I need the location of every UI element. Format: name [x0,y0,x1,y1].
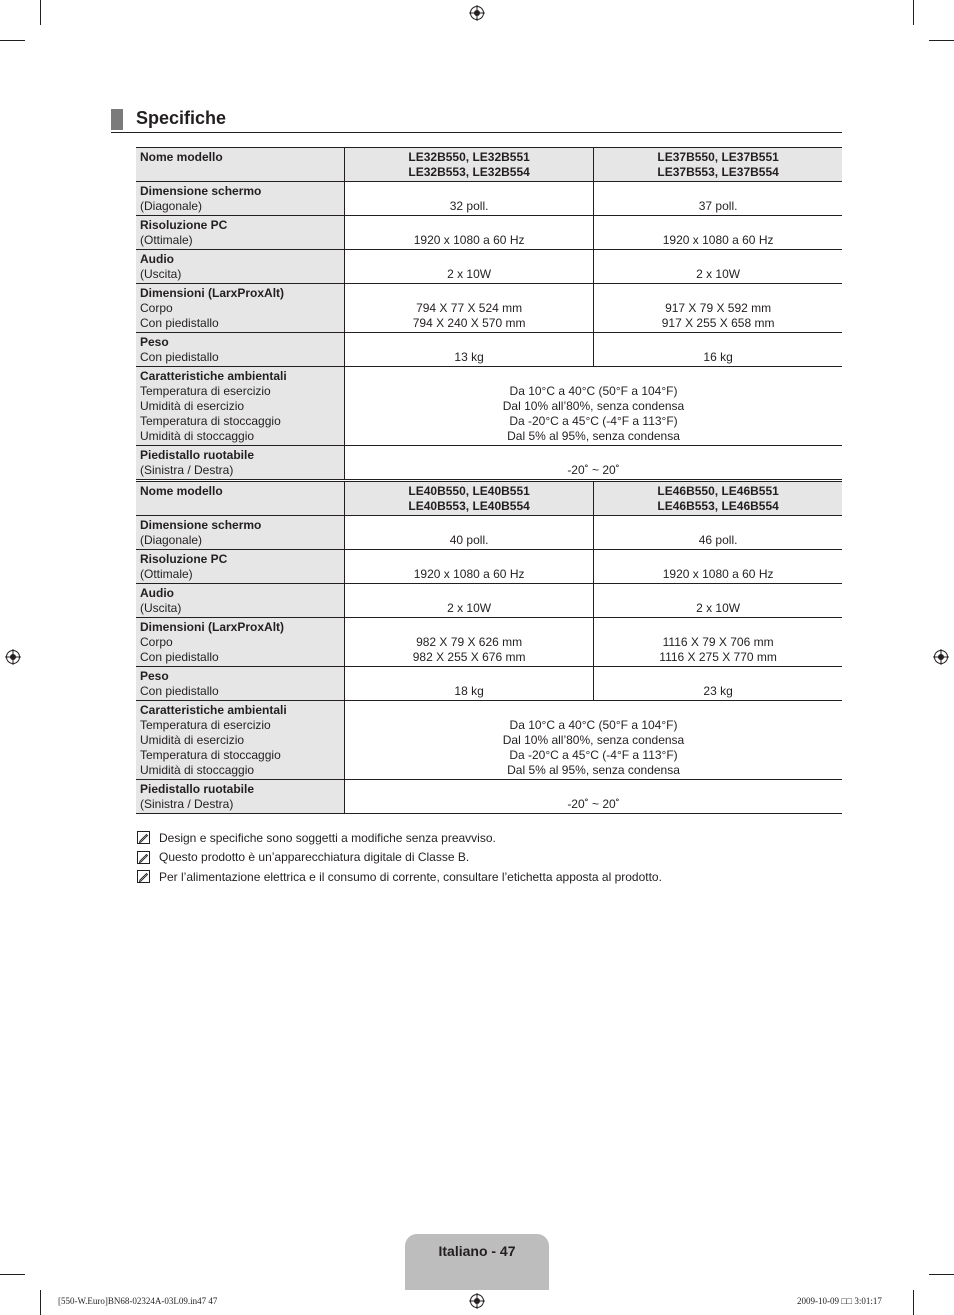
page-number: Italiano - 47 [438,1243,516,1259]
spec-value-line: 1920 x 1080 a 60 Hz [413,567,525,581]
registration-mark-icon [469,1293,485,1309]
spec-value-cell [345,250,594,284]
table-row [136,780,842,814]
model-name-cell [594,148,842,182]
spec-value-line: 1116 X 79 X 706 mm [662,635,774,649]
spec-label-heading: Piedistallo ruotabile [140,448,255,462]
model-name-cell [345,148,594,182]
spec-table-2 [136,481,842,814]
spec-label-heading: Caratteristiche ambientali [140,369,287,383]
table-row [136,182,842,216]
note-text: Design e specifiche sono soggetti a modifiche senza preavviso. [159,830,496,845]
spec-label-heading: Audio [140,586,174,600]
crop-mark-bottom-right-vertical [913,1290,914,1315]
table-row [136,333,842,367]
spec-table-1 [136,147,842,480]
spec-value-cell [345,446,843,480]
model-name-line: LE40B550, LE40B551 [408,484,530,498]
print-slug-left: [550-W.Euro]BN68-02324A-03L09.in47 47 [58,1296,218,1306]
spec-label-line: (Diagonale) [140,533,203,547]
spec-label-cell [136,250,345,284]
spec-value-cell [345,667,594,701]
spec-value-line: Da 10°C a 40°C (50°F a 104°F) [509,384,678,398]
spec-value-line: 917 X 255 X 658 mm [661,316,775,330]
spec-label-cell [136,584,345,618]
model-name-cell [594,482,842,516]
spec-label-line: Umidità di esercizio [140,733,245,747]
model-name-label: Nome modello [136,482,345,516]
spec-value-line: 794 X 77 X 524 mm [416,301,523,315]
title-bar-marker [111,109,123,130]
spec-value-line: 1920 x 1080 a 60 Hz [662,567,774,581]
spec-value-cell [345,550,594,584]
spec-value-line: 18 kg [454,684,484,698]
spec-value-line: 46 poll. [698,533,738,547]
spec-label-line: Corpo [140,635,173,649]
spec-value-line: 794 X 240 X 570 mm [412,316,526,330]
spec-value-cell [345,182,594,216]
crop-mark-bottom-left-vertical [40,1290,41,1315]
table-row [136,550,842,584]
spec-value-line: 1920 x 1080 a 60 Hz [413,233,525,247]
spec-label-cell [136,333,345,367]
spec-value-cell [594,333,842,367]
table-row [136,584,842,618]
spec-value-line: 2 x 10W [696,267,741,281]
crop-mark-top-right-horizontal [929,40,954,41]
spec-label-line: Temperatura di stoccaggio [140,414,281,428]
spec-value-line: 982 X 255 X 676 mm [412,650,526,664]
registration-mark-icon [5,649,21,665]
crop-mark-top-left-vertical [40,0,41,25]
spec-value-line: 2 x 10W [447,267,492,281]
model-name-cell [345,482,594,516]
spec-label-cell [136,216,345,250]
spec-label-heading: Audio [140,252,174,266]
model-name-label: Nome modello [136,148,345,182]
note-item [137,828,662,848]
page-number-tab [405,1234,549,1290]
table-header-row [136,482,842,516]
spec-label-line: (Ottimale) [140,567,193,581]
spec-label-line: (Ottimale) [140,233,193,247]
spec-label-line: Temperatura di esercizio [140,384,271,398]
spec-label-heading: Dimensione schermo [140,184,262,198]
spec-value-line: 1920 x 1080 a 60 Hz [662,233,774,247]
spec-value-line: 23 kg [703,684,733,698]
spec-label-line: Con piedistallo [140,650,219,664]
spec-value-line: 16 kg [703,350,733,364]
note-icon [137,851,150,864]
spec-label-heading: Caratteristiche ambientali [140,703,287,717]
table-row [136,701,842,780]
table-row [136,446,842,480]
spec-value-line: -20˚ ~ 20˚ [567,797,620,811]
table-row [136,516,842,550]
spec-value-line: 32 poll. [449,199,489,213]
note-item [137,848,662,868]
spec-label-cell [136,367,345,446]
spec-value-cell [594,550,842,584]
crop-mark-top-left-horizontal [0,40,25,41]
model-name-line: LE32B553, LE32B554 [408,165,530,179]
spec-label-heading: Peso [140,335,169,349]
spec-label-cell [136,516,345,550]
spec-value-cell [345,780,843,814]
spec-value-cell [594,516,842,550]
spec-value-cell [345,333,594,367]
spec-value-cell [345,516,594,550]
spec-label-heading: Dimensione schermo [140,518,262,532]
spec-value-cell [594,182,842,216]
spec-label-line: Umidità di stoccaggio [140,429,255,443]
spec-value-cell [594,284,842,333]
spec-label-heading: Dimensioni (LarxProxAlt) [140,620,285,634]
spec-label-line: Temperatura di esercizio [140,718,271,732]
table-row [136,618,842,667]
spec-label-line: Con piedistallo [140,350,219,364]
model-name-line: LE46B550, LE46B551 [657,484,779,498]
notes-list [137,828,662,887]
spec-value-cell [594,584,842,618]
note-text: Questo prodotto è un’apparecchiatura digitale di Classe B. [159,850,470,865]
note-icon [137,831,150,844]
spec-value-line: Dal 10% all’80%, senza condensa [502,733,685,747]
spec-label-cell [136,780,345,814]
model-name-line: LE46B553, LE46B554 [657,499,779,513]
crop-mark-bottom-right-horizontal [929,1274,954,1275]
spec-value-line: 2 x 10W [447,601,492,615]
spec-label-cell [136,667,345,701]
spec-value-cell [594,250,842,284]
spec-label-cell [136,701,345,780]
spec-label-line: (Sinistra / Destra) [140,463,234,477]
spec-value-line: 982 X 79 X 626 mm [416,635,523,649]
spec-label-cell [136,446,345,480]
spec-value-cell [594,216,842,250]
spec-value-line: Da -20°C a 45°C (-4°F a 113°F) [509,414,678,428]
spec-label-line: Corpo [140,301,173,315]
spec-value-cell [345,584,594,618]
spec-label-heading: Risoluzione PC [140,552,228,566]
spec-value-cell [345,284,594,333]
spec-value-cell [345,367,843,446]
spec-label-line: Umidità di esercizio [140,399,245,413]
spec-value-line: 1116 X 275 X 770 mm [659,650,777,664]
spec-label-line: (Diagonale) [140,199,203,213]
note-text: Per l’alimentazione elettrica e il consumo di corrente, consultare l’etichetta apposta al prodotto. [159,869,662,884]
spec-label-line: Temperatura di stoccaggio [140,748,281,762]
spec-label-cell [136,550,345,584]
registration-mark-icon [933,649,949,665]
spec-label-line: (Uscita) [140,601,182,615]
spec-label-heading: Piedistallo ruotabile [140,782,255,796]
spec-label-cell [136,284,345,333]
spec-label-line: Umidità di stoccaggio [140,763,255,777]
model-name-line: LE40B553, LE40B554 [408,499,530,513]
crop-mark-bottom-left-horizontal [0,1274,25,1275]
spec-label-cell [136,618,345,667]
spec-label-line: Con piedistallo [140,316,219,330]
spec-value-line: Dal 10% all’80%, senza condensa [502,399,685,413]
note-item [137,867,662,887]
model-name-line: LE32B550, LE32B551 [408,150,530,164]
table-row [136,367,842,446]
print-slug-right: 2009-10-09 □□ 3:01:17 [797,1296,882,1306]
spec-value-line: Da 10°C a 40°C (50°F a 104°F) [509,718,678,732]
spec-label-line: Con piedistallo [140,684,219,698]
section-header [111,106,842,133]
table-header-row [136,148,842,182]
spec-value-cell [594,618,842,667]
spec-label-heading: Peso [140,669,169,683]
note-icon [137,870,150,883]
crop-mark-top-right-vertical [913,0,914,25]
spec-value-cell [345,618,594,667]
spec-value-line: Dal 5% al 95%, senza condensa [507,763,680,777]
spec-value-cell [345,216,594,250]
spec-value-line: 2 x 10W [696,601,741,615]
model-name-line: LE37B553, LE37B554 [657,165,779,179]
spec-value-cell [345,701,843,780]
spec-value-line: 40 poll. [449,533,489,547]
spec-value-line: 13 kg [454,350,484,364]
spec-label-line: (Uscita) [140,267,182,281]
spec-value-line: 917 X 79 X 592 mm [665,301,772,315]
registration-mark-icon [469,5,485,21]
spec-value-line: Dal 5% al 95%, senza condensa [507,429,680,443]
page-title: Specifiche [136,108,227,128]
spec-value-cell [594,667,842,701]
spec-value-line: 37 poll. [698,199,738,213]
table-row [136,667,842,701]
spec-label-line: (Sinistra / Destra) [140,797,234,811]
model-name-line: LE37B550, LE37B551 [657,150,779,164]
table-row [136,216,842,250]
spec-label-cell [136,182,345,216]
spec-value-line: -20˚ ~ 20˚ [567,463,620,477]
spec-label-heading: Dimensioni (LarxProxAlt) [140,286,285,300]
spec-value-line: Da -20°C a 45°C (-4°F a 113°F) [509,748,678,762]
table-row [136,284,842,333]
spec-label-heading: Risoluzione PC [140,218,228,232]
table-row [136,250,842,284]
